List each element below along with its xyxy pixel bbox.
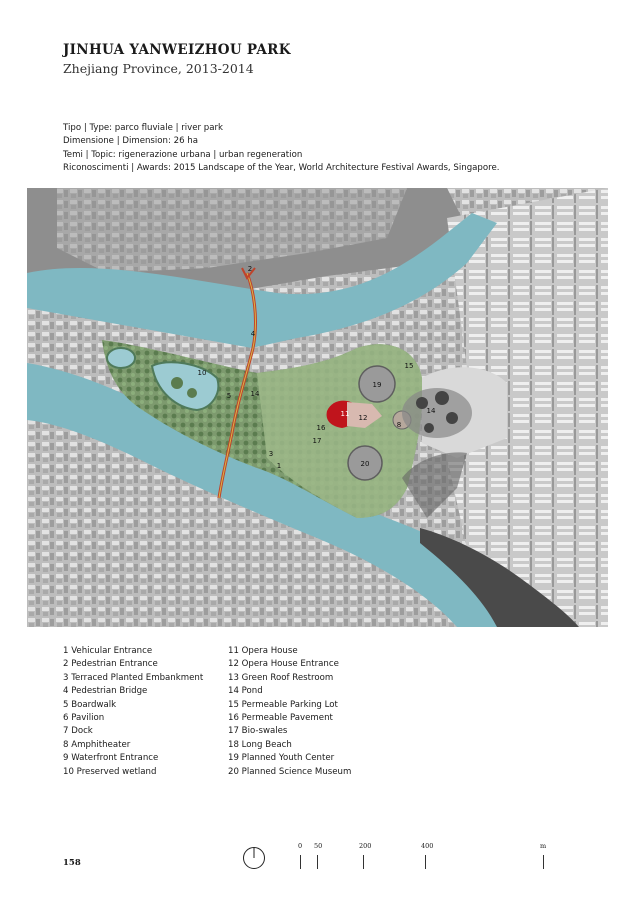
plan-label-14: 14 — [250, 390, 260, 398]
plan-label-4: 4 — [250, 330, 256, 338]
legend-item: 17 Bio-swales — [228, 726, 288, 737]
plan-label-12: 12 — [358, 414, 368, 422]
plan-label-10: 10 — [197, 369, 207, 377]
legend-item: 8 Amphitheater — [63, 739, 131, 750]
legend-item: 4 Pedestrian Bridge — [63, 686, 148, 697]
project-awards: Riconoscimenti | Awards: 2015 Landscape of the Year, World Architecture Festival Awards, Singapore. — [63, 163, 500, 174]
legend-item: 20 Planned Science Museum — [228, 766, 352, 777]
plan-label-8: 8 — [396, 421, 402, 429]
legend-item: 7 Dock — [63, 726, 93, 737]
legend-item: 14 Pond — [228, 686, 263, 697]
plan-label-3: 3 — [268, 450, 274, 458]
legend-item: 1 Vehicular Entrance — [63, 646, 153, 656]
plan-label-5: 5 — [226, 392, 232, 400]
page-number: 158 — [63, 858, 81, 868]
scale-tick — [300, 855, 301, 869]
legend-item: 6 Pavilion — [63, 713, 105, 724]
page-title: JINHUA YANWEIZHOU PARK — [63, 42, 291, 58]
legend-column-2 — [228, 645, 351, 779]
scale-unit: m — [540, 842, 547, 850]
scale-label-200: 200 — [359, 842, 372, 850]
north-arrow-icon — [242, 846, 266, 870]
legend-item: 11 Opera House — [228, 646, 298, 656]
legend-item: 10 Preserved wetland — [63, 766, 157, 777]
plan-label-11: 11 — [340, 410, 350, 418]
scale-bar — [295, 842, 555, 876]
scale-tick — [425, 855, 426, 869]
legend-item: 9 Waterfront Entrance — [63, 753, 159, 764]
legend-item: 18 Long Beach — [228, 739, 292, 750]
scale-label-0: 0 — [298, 842, 303, 850]
legend-item: 2 Pedestrian Entrance — [63, 659, 158, 670]
legend-item: 3 Terraced Planted Embankment — [63, 672, 204, 683]
scale-label-400: 400 — [421, 842, 434, 850]
legend-item: 16 Permeable Pavement — [228, 713, 333, 724]
plan-label-14-pond: 14 — [426, 407, 436, 415]
plan-label-1: 1 — [276, 462, 282, 470]
legend-item: 12 Opera House Entrance — [228, 659, 339, 670]
site-plan-image — [27, 188, 608, 627]
legend-column-1 — [63, 645, 203, 779]
plan-label-15: 15 — [404, 362, 414, 370]
project-topic: Temi | Topic: rigenerazione urbana | urban regeneration — [63, 149, 303, 160]
project-dimension: Dimensione | Dimension: 26 ha — [63, 136, 199, 147]
plan-label-19: 19 — [372, 381, 382, 389]
plan-label-2: 2 — [247, 265, 253, 273]
scale-tick — [317, 855, 318, 869]
plan-label-20: 20 — [360, 460, 370, 468]
legend-item: 13 Green Roof Restroom — [228, 672, 334, 683]
scale-label-50: 50 — [314, 842, 323, 850]
project-type: Tipo | Type: parco fluviale | river park — [63, 123, 224, 133]
plan-label-17: 17 — [312, 437, 322, 445]
legend-item: 5 Boardwalk — [63, 699, 117, 710]
plan-label-16: 16 — [316, 424, 326, 432]
project-info — [63, 122, 500, 176]
scale-tick — [363, 855, 364, 869]
page-subtitle: Zhejiang Province, 2013-2014 — [63, 61, 254, 76]
legend-item: 19 Planned Youth Center — [228, 753, 335, 764]
legend-item: 15 Permeable Parking Lot — [228, 699, 338, 710]
scale-tick — [543, 855, 544, 869]
